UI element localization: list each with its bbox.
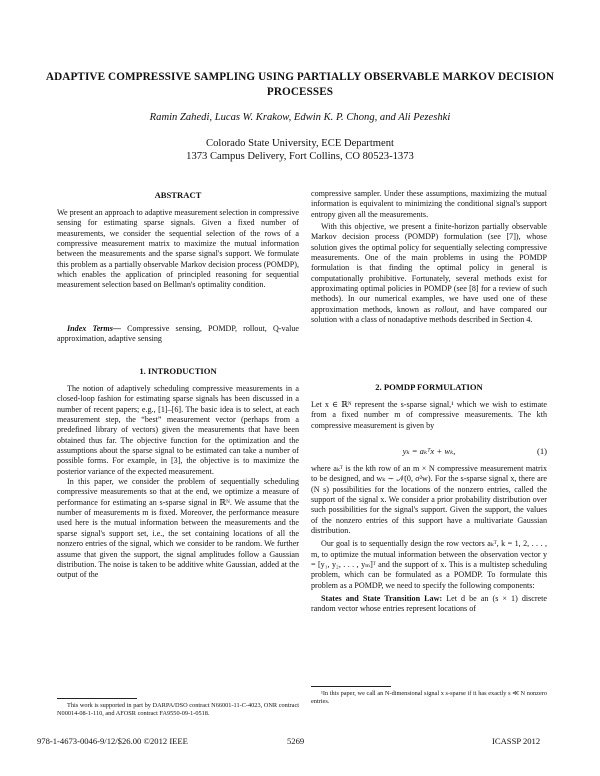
- paper-title: ADAPTIVE COMPRESSIVE SAMPLING USING PARTIALLY OBSERVABLE MARKOV DECISION PROCESSES: [45, 71, 555, 98]
- equation-body: yₖ = aₖᵀx + wₖ,: [402, 446, 456, 456]
- pomdp-paragraph-2: where aₖᵀ is the kth row of an m × N compressive measurement matrix to be designed, and wₖ ∼ 𝒩(0, σ²w). For the s-sparse signal x, there are (N s) possibilities for the locations of the nonzero entries, called the support of the signal x. We consider a prior probability distribution over such possibilities for the signal's support. Given the support, the values of the nonzero entries of this support have a multivariate Gaussian distribution.: [311, 464, 547, 536]
- right-footnote: ¹In this paper, we call an N-dimensional signal x s-sparse if it has exactly s ≪ N nonzero entries.: [311, 690, 547, 705]
- affiliation: [40, 137, 560, 163]
- pomdp-paragraph-4: Let d be an (s × 1) discrete random vector whose entries represent locations of: [311, 594, 547, 614]
- right-footnote-rule: [311, 686, 391, 687]
- intro-paragraph-1: The notion of adaptively scheduling compressive measurements in a closed-loop fashion for estimating sparse signals has been discussed in a number of recent papers; e.g., [1]–[6]. The basic idea is to select, at each measurement step, the “best” measurement vector (perhaps from a predefined library of vectors) given the measurements that have been obtained thus far. The objective function for the optimization and the assumptions about the sparse signal to be estimated can take a number of possible forms. For example, in [3], the objective is to maximize the posterior variance of the expected measurement.: [57, 384, 299, 476]
- states-label: States and State Transition Law:: [321, 594, 443, 604]
- abstract-heading: ABSTRACT: [154, 190, 202, 200]
- intro-paragraph-2: In this paper, we consider the problem of sequentially scheduling compressive measurements so that at the end, we optimize a measure of performance for estimating an s-sparse signal in ℝᴺ. We assume that the number of measurements m is fixed. Moreover, the performance measure used here is the mutual information between the measurements and the sparse signal's support set, i.e., the set containing locations of all the nonzero entries of the signal, which we consider to be random. We further assume that given the support, the signal amplitudes follow a Gaussian distribution. The noise is taken to be additive white Gaussian, added at the output of the: [57, 477, 299, 580]
- intro-body: [57, 384, 299, 581]
- pomdp-heading: 2. POMDP FORMULATION: [375, 382, 483, 392]
- author-list: Ramin Zahedi, Lucas W. Krakow, Edwin K. P. Chong, and Ali Pezeshki: [149, 112, 451, 123]
- affiliation-line-1: Colorado State University, ECE Department: [206, 138, 394, 149]
- equation-number: (1): [536, 446, 547, 456]
- left-footnote-rule: [57, 698, 137, 699]
- pomdp-paragraph-1: Let x ∈ ℝᴺ represent the s-sparse signal,¹ which we wish to estimate from a fixed number m of compressive measurements. The kth compressive measurement is given by: [311, 400, 547, 430]
- affiliation-line-2: 1373 Campus Delivery, Fort Collins, CO 80523-1373: [186, 151, 414, 162]
- abstract-paragraph: We present an approach to adaptive measurement selection in compressive sensing for estimating sparse signals. Given a fixed number of measurements, we consider the sequential selection of the rows of a compressive measurement matrix to maximize the mutual information between the measurements and the sparse signal's support. We formulate this problem as a partially observable Markov decision process (POMDP), which enables the application of principled reasoning for sequential measurement selection based on Bellman's optimality condition.: [57, 208, 299, 290]
- index-terms-label: Index Terms—: [67, 324, 121, 333]
- abstract-text: [57, 208, 299, 291]
- right-paragraph-1: compressive sampler. Under these assumptions, maximizing the mutual information is equivalent to minimizing the conditional signal's support entropy given all the measurements.: [311, 189, 547, 219]
- intro-heading: 1. INTRODUCTION: [139, 366, 217, 376]
- footer-copyright: 978-1-4673-0046-9/12/$26.00 ©2012 IEEE: [37, 736, 188, 746]
- pomdp-body: [311, 464, 547, 615]
- left-footnote: This work is supported in part by DARPA/DSO contract N66001-11-C-4023, ONR contract N00014-08-1-110, and AFOSR contract FA9550-09-1-0518.: [57, 702, 299, 717]
- right-paragraph-2a: With this objective, we present a finite-horizon partially observable Markov decision process (POMDP) formulation (see [7]), whose solution gives the optimal policy for sequentially selecting compressive measurements. One of the main problems in using the POMDP formulation is that finding the optimal policy in general is computationally prohibitive. Fortunately, several methods exist for approximating optimal policies in POMDP (see [8] for a review of such methods). In our numerical examples, we have used one of these approximation methods, known as: [311, 222, 547, 314]
- right-top-body: [311, 189, 547, 325]
- pomdp-paragraph-3: Our goal is to sequentially design the row vectors aₖᵀ, k = 1, 2, . . . , m, to optimize the mutual information between the observation vector y = [y₁, y₂, . . . , yₘ]ᵀ and the support of x. This is a multistep scheduling problem, which can be formulated as a POMDP. To formulate this problem as a POMDP, we need to specify the following components:: [311, 539, 547, 590]
- index-terms-text: Compressive sensing, POMDP, rollout, Q-value approximation, adaptive sensing: [57, 324, 300, 344]
- rollout-term: rollout: [435, 304, 457, 314]
- pomdp-intro: [311, 400, 547, 431]
- right-paragraph-2b: , and have compared our solution with a class of nonadaptive methods described in Section 4.: [311, 304, 547, 325]
- footer-conference: ICASSP 2012: [492, 736, 541, 746]
- footer-page-number: 5269: [287, 736, 305, 746]
- index-terms: [57, 324, 299, 345]
